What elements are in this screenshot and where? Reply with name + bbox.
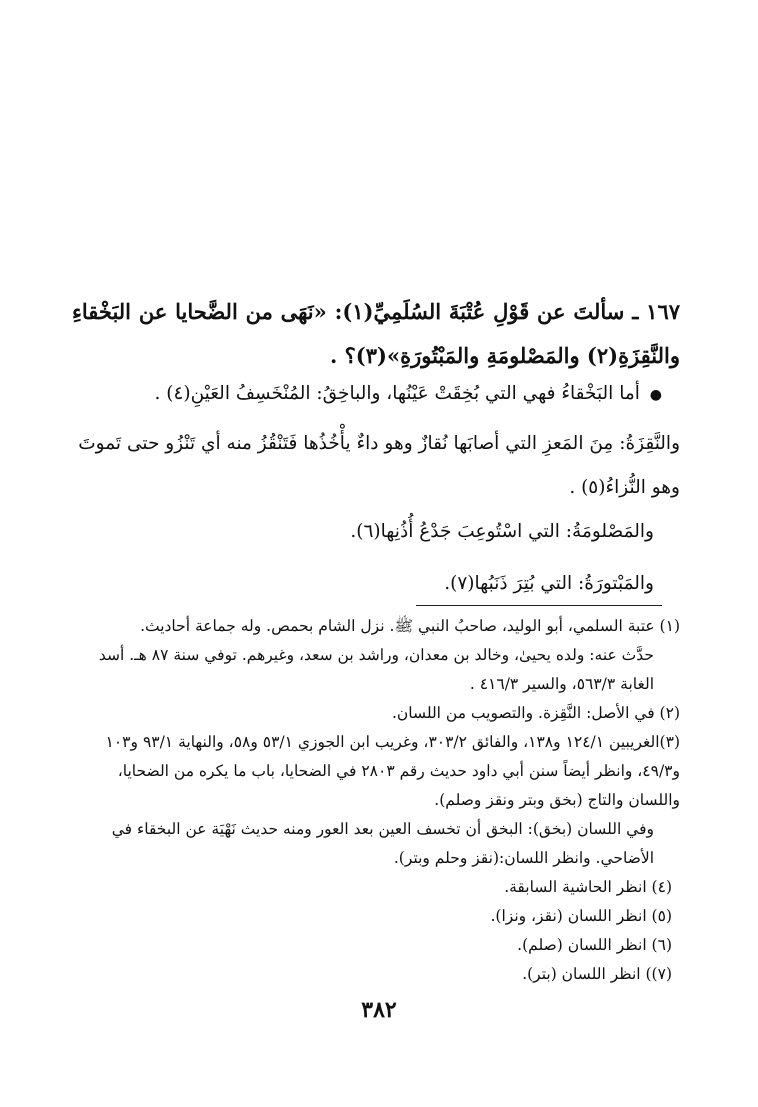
paragraph-naqiza: والنَّقِزَةُ: مِنَ المَعزِ التي أصابَها نُقازٌ وهو داءٌ يأْخُذُها فَتَنْقُزُ منه أي تَنْزُو حتى تَموتَ وهو النُّزاءُ(٥) . [78, 433, 680, 498]
black-circle-bullet-icon: ● [649, 387, 662, 403]
paragraph-bakhqa-text: أما البَخْقاءُ فهي التي بُخِقَتْ عَيْنُها، والباخِقُ: المُنْخَسِفُ العَيْنِ(٤) . [154, 383, 640, 404]
footnote-4: (٤) انظر الحاشية السابقة. [504, 878, 672, 896]
footnote-1-continued: حدَّث عنه: ولده يحيىٰ، وخالد بن معدان، وراشد بن سعد، وغيرهم. توفي سنة ٨٧ هـ. أسد الغابة ٥٦٣/٣، والسير ٤١٦/٣ . [98, 646, 654, 693]
entry-question [72, 290, 680, 378]
footnote-6: (٦) انظر اللسان (صلم). [517, 936, 672, 954]
footnote-7: (٧)) انظر اللسان (بتر). [522, 965, 672, 983]
paragraph-mabtura: والمَبْتورَةُ: التي بُتِرَ ذَنَبُها(٧). [444, 573, 654, 594]
footnote-1: (١) عتبة السلمي، أبو الوليد، صاحبُ النبي ﷺ. نزل الشام بحمص. وله جماعة أحاديث. [140, 617, 680, 635]
paragraph-masluma: والمَصْلومَةُ: التي اسْتُوعِبَ جَدْعُ أُذُنِها(٦). [350, 521, 654, 542]
entry-number: ١٦٧ ـ [632, 299, 681, 324]
footnote-divider [416, 605, 662, 606]
entry-text: سألتَ عن قَوْلِ عُتْبَةَ السُلَمِيِّ(١): «نَهَى من الضَّحايا عن البَخْقاءِ والنَّقِزَةِ(٢) والمَصْلومَةِ والمَبْتُورَةِ»(٣)؟ . [72, 299, 680, 368]
footnote-2: (٢) في الأصل: النَّقِزة. والتصويب من اللسان. [391, 704, 680, 722]
footnote-3: (٣)الغريبين ١٢٤/١ و١٣٨، والفائق ٣٠٣/٢، وغريب ابن الجوزي ٥٣/١ و٥٨، والنهاية ٩٣/١ و١٠٣ و٤٩/٣، وانظر أيضاً سنن أبي داود حديث رقم ٢٨٠٣ في الضحايا، باب ما يكره من الضحايا، واللسان والتاج (بخق وبتر ونقز وصلم). [105, 733, 680, 809]
paragraph-bakhqa [72, 372, 662, 417]
footnote-5: (٥) انظر اللسان (نقز، ونزا). [490, 907, 672, 925]
footnote-3-continued: وفي اللسان (بخق): البخق أن تخسف العين بعد العور ومنه حديث نَهْيَة عن البخقاء في الأضاحي. وانظر اللسان:(نقز وحلم وبتر). [111, 820, 654, 867]
page-number: ٣٨٢ [361, 997, 397, 1023]
footnotes [72, 612, 680, 989]
